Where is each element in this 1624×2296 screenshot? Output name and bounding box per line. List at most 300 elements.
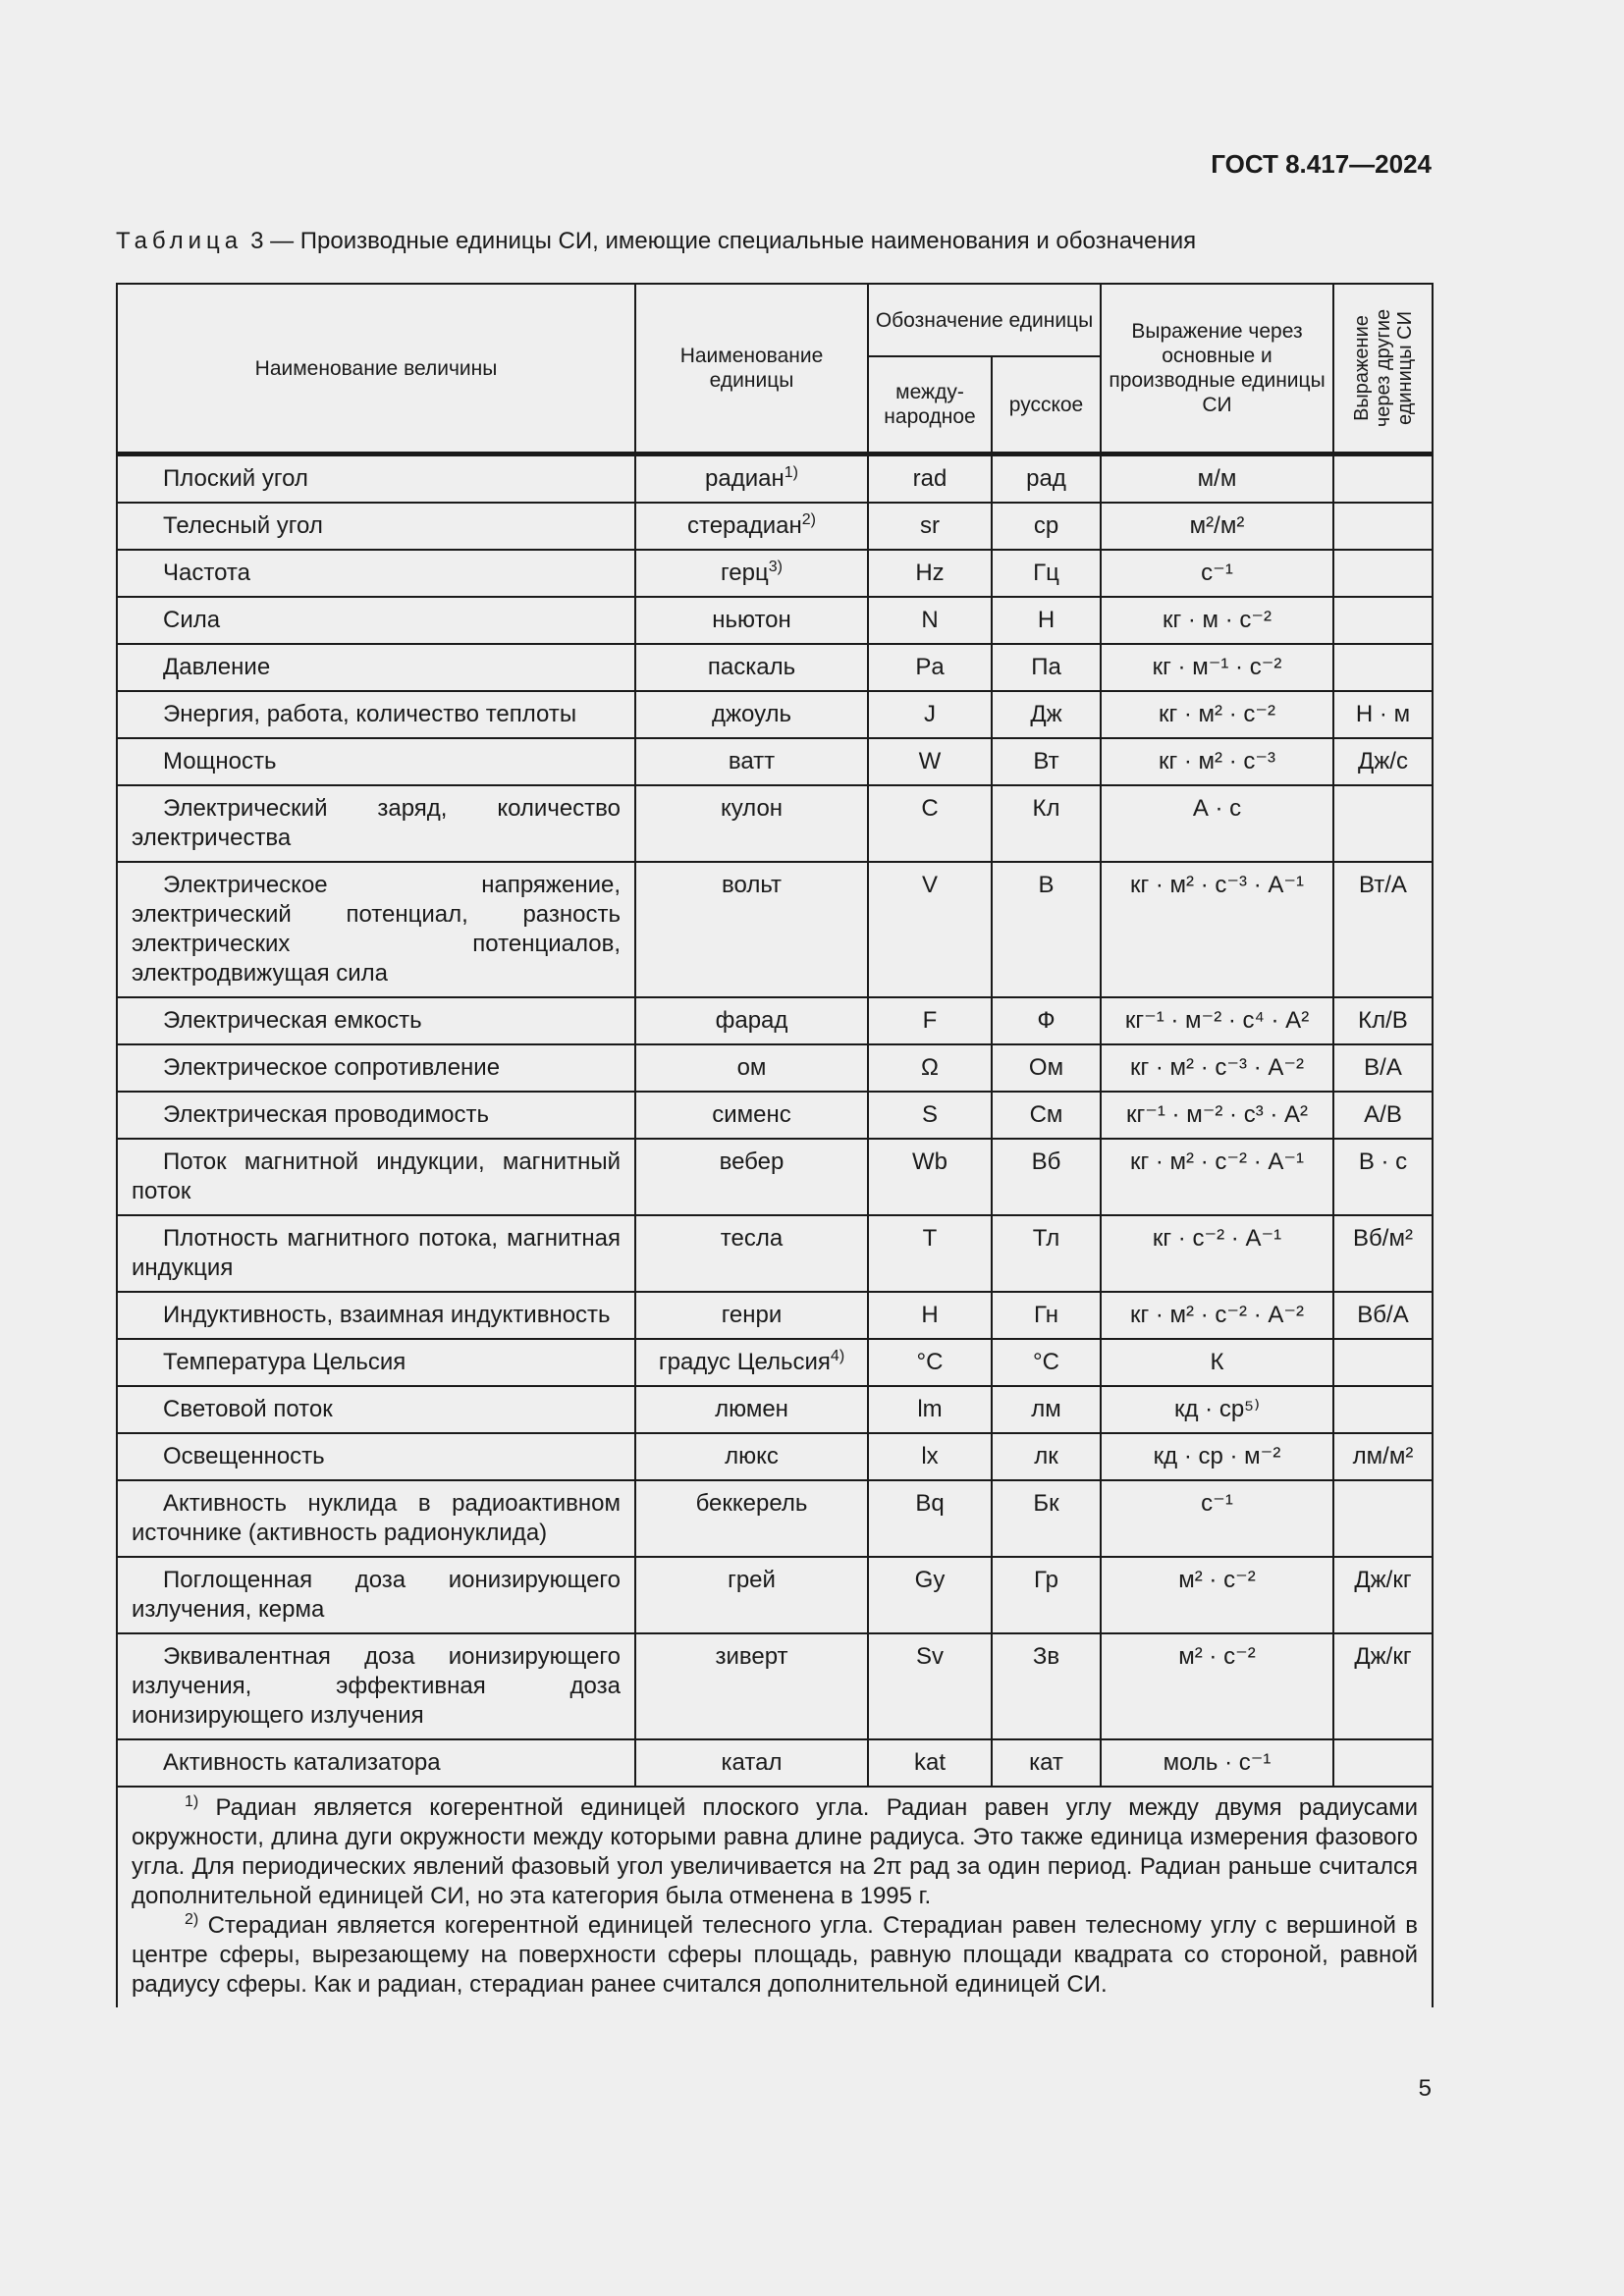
cell-russian-symbol — [992, 1739, 1101, 1787]
cell-russian-symbol — [992, 454, 1101, 504]
cell-russian-symbol — [992, 1386, 1101, 1433]
table-row — [117, 1633, 1433, 1739]
cell-russian-symbol-text: Зв — [1032, 1643, 1060, 1670]
cell-intl-symbol-text: Wb — [912, 1148, 947, 1175]
cell-russian-symbol-text: ср — [1033, 512, 1059, 539]
header-expression-other-text: Выражение через другие единицы СИ — [1350, 308, 1416, 428]
cell-unit-name-text: грей — [728, 1567, 776, 1593]
cell-quantity — [117, 454, 635, 504]
cell-expression-base-text: кг · м² · с⁻² · А⁻¹ — [1129, 1148, 1305, 1175]
table-row — [117, 1044, 1433, 1092]
cell-russian-symbol-text: Гр — [1034, 1567, 1058, 1593]
cell-russian-symbol — [992, 1633, 1101, 1739]
cell-expression-other — [1333, 1215, 1433, 1292]
cell-unit-name — [635, 597, 868, 644]
cell-quantity-text: Индуктивность, взаимная индуктивность — [163, 1302, 611, 1328]
cell-expression-base-text: кг⁻¹ · м⁻² · с⁴ · А² — [1124, 1007, 1310, 1034]
cell-unit-name — [635, 1433, 868, 1480]
cell-quantity — [117, 1339, 635, 1386]
cell-expression-base-text: м²/м² — [1189, 512, 1245, 539]
cell-expression-other-text: лм/м² — [1352, 1443, 1414, 1469]
cell-expression-base — [1101, 1339, 1333, 1386]
cell-intl-symbol — [868, 785, 992, 862]
cell-expression-base — [1101, 550, 1333, 597]
cell-quantity — [117, 1092, 635, 1139]
cell-quantity-text: Плотность магнитного потока, магнитная индукция — [132, 1225, 621, 1281]
cell-quantity-text: Мощность — [163, 748, 277, 774]
cell-expression-other — [1333, 1480, 1433, 1557]
cell-expression-base-text: кг · м² · с⁻³ · А⁻¹ — [1129, 872, 1305, 898]
cell-quantity-text: Активность катализатора — [163, 1749, 441, 1776]
cell-quantity-text: Поглощенная доза ионизирующего излучения, керма — [132, 1567, 621, 1623]
cell-expression-other — [1333, 1092, 1433, 1139]
cell-intl-symbol — [868, 1139, 992, 1215]
cell-expression-other — [1333, 1386, 1433, 1433]
cell-russian-symbol-text: лк — [1034, 1443, 1058, 1469]
cell-expression-base-text: А · с — [1192, 795, 1242, 822]
header-designation: Обозначение единицы — [868, 284, 1101, 356]
note-1 — [132, 1793, 1418, 1911]
cell-quantity — [117, 1633, 635, 1739]
caption-text: 3 — Производные единицы СИ, имеющие специальные наименования и обозначения — [250, 228, 1197, 254]
cell-expression-other — [1333, 1044, 1433, 1092]
cell-expression-base — [1101, 1480, 1333, 1557]
cell-expression-other — [1333, 644, 1433, 691]
cell-expression-base — [1101, 1139, 1333, 1215]
cell-unit-name — [635, 785, 868, 862]
table-row — [117, 1292, 1433, 1339]
cell-expression-base — [1101, 1433, 1333, 1480]
cell-expression-base-text: м² · с⁻² — [1178, 1643, 1256, 1670]
cell-intl-symbol-text: kat — [913, 1749, 946, 1776]
si-derived-units-table — [116, 283, 1434, 2007]
cell-expression-other-text: Дж/кг — [1354, 1643, 1412, 1670]
cell-quantity-text: Частота — [163, 560, 250, 586]
cell-quantity-text: Электрический заряд, количество электричества — [132, 795, 621, 851]
note-1-mark: 1) — [185, 1793, 199, 1810]
cell-russian-symbol-text: Ф — [1037, 1007, 1056, 1034]
cell-intl-symbol — [868, 1480, 992, 1557]
cell-unit-name — [635, 1044, 868, 1092]
cell-russian-symbol — [992, 1139, 1101, 1215]
cell-expression-base — [1101, 1557, 1333, 1633]
cell-unit-name — [635, 644, 868, 691]
cell-russian-symbol — [992, 644, 1101, 691]
cell-expression-base — [1101, 1215, 1333, 1292]
cell-expression-other-text: В · с — [1358, 1148, 1408, 1175]
cell-russian-symbol-text: Н — [1037, 607, 1056, 633]
cell-unit-name-text: вольт — [722, 872, 782, 898]
cell-unit-name — [635, 1557, 868, 1633]
cell-russian-symbol — [992, 1480, 1101, 1557]
cell-quantity-text: Эквивалентная доза ионизирующего излучения, эффективная доза ионизирующего излучения — [132, 1643, 621, 1729]
cell-unit-name — [635, 503, 868, 550]
cell-unit-name — [635, 550, 868, 597]
cell-quantity-text: Активность нуклида в радиоактивном источнике (активность радионуклида) — [132, 1490, 621, 1546]
cell-intl-symbol-text: lx — [921, 1443, 939, 1469]
cell-russian-symbol-text: Па — [1031, 654, 1061, 680]
cell-quantity-text: Электрическая емкость — [163, 1007, 422, 1034]
cell-unit-name — [635, 454, 868, 504]
cell-russian-symbol-text: Кл — [1032, 795, 1060, 822]
cell-quantity — [117, 644, 635, 691]
cell-quantity — [117, 1292, 635, 1339]
cell-quantity — [117, 1480, 635, 1557]
cell-intl-symbol — [868, 1739, 992, 1787]
cell-russian-symbol-text: Гц — [1033, 560, 1059, 586]
cell-russian-symbol — [992, 1044, 1101, 1092]
cell-russian-symbol — [992, 550, 1101, 597]
cell-russian-symbol-text: Тл — [1032, 1225, 1060, 1252]
note-2-text: Стерадиан является когерентной единицей телесного угла. Стерадиан равен телесному углу с вершиной в центре сферы, вырезающему на поверхности сферы площадь, равную площади квадрата со стороной, равной радиусу сферы. Как и радиан, стерадиан ранее считался дополнительной единицей СИ. — [132, 1912, 1418, 1998]
cell-quantity-text: Давление — [163, 654, 271, 680]
cell-unit-name-text: паскаль — [707, 654, 796, 680]
cell-intl-symbol-text: rad — [912, 465, 947, 492]
cell-expression-base — [1101, 1044, 1333, 1092]
cell-expression-base — [1101, 691, 1333, 738]
cell-russian-symbol — [992, 1292, 1101, 1339]
cell-expression-other-text: Кл/В — [1358, 1007, 1408, 1034]
cell-intl-symbol-text: J — [924, 701, 936, 727]
cell-intl-symbol-text: Hz — [915, 560, 945, 586]
cell-expression-other — [1333, 1739, 1433, 1787]
cell-expression-base — [1101, 785, 1333, 862]
table-row — [117, 785, 1433, 862]
cell-unit-name-text: ньютон — [712, 607, 791, 633]
cell-unit-name — [635, 1292, 868, 1339]
cell-expression-base-text: кг · м · с⁻² — [1162, 607, 1272, 633]
cell-russian-symbol-text: В — [1038, 872, 1055, 898]
cell-intl-symbol — [868, 1092, 992, 1139]
cell-unit-name — [635, 862, 868, 997]
cell-russian-symbol — [992, 997, 1101, 1044]
cell-intl-symbol — [868, 997, 992, 1044]
cell-unit-name-text: вебер — [719, 1148, 785, 1175]
cell-intl-symbol — [868, 691, 992, 738]
table-row — [117, 644, 1433, 691]
cell-russian-symbol-text: Гн — [1034, 1302, 1058, 1328]
cell-intl-symbol — [868, 1633, 992, 1739]
cell-intl-symbol — [868, 1339, 992, 1386]
cell-intl-symbol-text: Ω — [921, 1054, 939, 1081]
cell-russian-symbol-text: рад — [1026, 465, 1066, 492]
cell-expression-other — [1333, 503, 1433, 550]
cell-expression-base-text: кд · ср · м⁻² — [1153, 1443, 1281, 1469]
cell-unit-name — [635, 1215, 868, 1292]
cell-expression-other — [1333, 1139, 1433, 1215]
cell-expression-base — [1101, 454, 1333, 504]
cell-russian-symbol-text: Вт — [1033, 748, 1059, 774]
cell-intl-symbol — [868, 738, 992, 785]
cell-quantity-text: Освещенность — [163, 1443, 325, 1469]
cell-quantity — [117, 1557, 635, 1633]
table-row — [117, 1092, 1433, 1139]
cell-expression-other — [1333, 1633, 1433, 1739]
cell-unit-name-text: генри — [721, 1302, 783, 1328]
cell-expression-base — [1101, 1292, 1333, 1339]
cell-expression-base-text: м² · с⁻² — [1178, 1567, 1256, 1593]
table-row — [117, 1215, 1433, 1292]
cell-intl-symbol-text: V — [921, 872, 938, 898]
cell-russian-symbol-text: Вб — [1031, 1148, 1061, 1175]
table-row — [117, 691, 1433, 738]
caption-prefix: Таблица — [116, 228, 244, 254]
cell-russian-symbol — [992, 1557, 1101, 1633]
table-row — [117, 1480, 1433, 1557]
cell-quantity — [117, 1044, 635, 1092]
cell-unit-name-text: люмен — [715, 1396, 788, 1422]
cell-unit-name — [635, 997, 868, 1044]
cell-expression-base — [1101, 862, 1333, 997]
cell-intl-symbol-text: Bq — [915, 1490, 945, 1517]
cell-russian-symbol-text: лм — [1031, 1396, 1061, 1422]
cell-expression-other — [1333, 550, 1433, 597]
cell-expression-other-text: Вб/А — [1357, 1302, 1409, 1328]
cell-expression-base-text: кг · с⁻² · А⁻¹ — [1152, 1225, 1282, 1252]
table-caption — [116, 228, 1196, 255]
cell-intl-symbol-text: °C — [916, 1349, 944, 1375]
cell-expression-base-text: моль · с⁻¹ — [1163, 1749, 1272, 1776]
cell-unit-name-text: джоуль — [711, 701, 792, 727]
cell-intl-symbol-text: sr — [920, 512, 940, 539]
cell-quantity-text: Поток магнитной индукции, магнитный поток — [132, 1148, 621, 1204]
cell-russian-symbol — [992, 1092, 1101, 1139]
cell-quantity-text: Электрическое сопротивление — [163, 1054, 501, 1081]
header-expression-other — [1333, 284, 1433, 454]
notes-row — [117, 1787, 1433, 2007]
cell-russian-symbol — [992, 785, 1101, 862]
note-2-mark: 2) — [185, 1911, 199, 1928]
cell-expression-other — [1333, 738, 1433, 785]
cell-unit-name — [635, 1739, 868, 1787]
cell-unit-name-text: люкс — [725, 1443, 779, 1469]
cell-russian-symbol — [992, 1433, 1101, 1480]
cell-quantity — [117, 550, 635, 597]
cell-expression-other-text: Дж/с — [1358, 748, 1408, 774]
cell-unit-name-text: градус Цельсия — [658, 1349, 831, 1375]
cell-quantity — [117, 1433, 635, 1480]
cell-unit-name — [635, 1386, 868, 1433]
table-row — [117, 1557, 1433, 1633]
cell-expression-other — [1333, 454, 1433, 504]
page-number: 5 — [1418, 2075, 1432, 2102]
cell-quantity — [117, 738, 635, 785]
table-row — [117, 1139, 1433, 1215]
cell-unit-name-text: стерадиан — [686, 512, 802, 539]
cell-expression-other-text: Дж/кг — [1354, 1567, 1412, 1593]
cell-expression-other — [1333, 1292, 1433, 1339]
cell-quantity — [117, 1739, 635, 1787]
cell-quantity — [117, 997, 635, 1044]
cell-intl-symbol — [868, 862, 992, 997]
cell-unit-name-text: тесла — [720, 1225, 784, 1252]
note-2 — [132, 1911, 1418, 2000]
cell-intl-symbol-text: W — [918, 748, 942, 774]
cell-expression-base-text: кг · м² · с⁻³ · А⁻² — [1129, 1054, 1305, 1081]
cell-russian-symbol-text: Бк — [1033, 1490, 1059, 1517]
cell-expression-other — [1333, 862, 1433, 997]
cell-quantity — [117, 862, 635, 997]
cell-intl-symbol-text: T — [922, 1225, 938, 1252]
cell-expression-base — [1101, 1633, 1333, 1739]
table-row — [117, 738, 1433, 785]
table-row — [117, 1339, 1433, 1386]
cell-unit-name-text: зиверт — [715, 1643, 788, 1670]
cell-russian-symbol-text: кат — [1029, 1749, 1063, 1776]
table-notes — [117, 1787, 1433, 2007]
cell-expression-other — [1333, 997, 1433, 1044]
cell-unit-name — [635, 1139, 868, 1215]
cell-intl-symbol — [868, 597, 992, 644]
cell-unit-name — [635, 1480, 868, 1557]
cell-unit-name-text: радиан — [705, 465, 785, 492]
cell-russian-symbol — [992, 1339, 1101, 1386]
table-row — [117, 550, 1433, 597]
cell-intl-symbol — [868, 503, 992, 550]
header-quantity: Наименование величины — [117, 284, 635, 454]
cell-expression-base-text: с⁻¹ — [1201, 560, 1233, 586]
cell-russian-symbol — [992, 1215, 1101, 1292]
cell-unit-name-text: ом — [736, 1054, 767, 1081]
cell-quantity-text: Энергия, работа, количество теплоты — [163, 701, 577, 727]
cell-expression-base — [1101, 644, 1333, 691]
cell-expression-base — [1101, 1739, 1333, 1787]
note-1-text: Радиан является когерентной единицей плоского угла. Радиан равен углу между двумя радиусами окружности, длина дуги окружности между которыми равна длине радиуса. Это также единица измерения фазового угла. Для периодических явлений фазовый угол увеличивается на 2π рад за один период. Радиан раньше считался дополнительной единицей СИ, но эта категория была отменена в 1995 г. — [132, 1794, 1418, 1909]
cell-expression-base-text: с⁻¹ — [1201, 1490, 1233, 1517]
cell-quantity — [117, 597, 635, 644]
cell-expression-other-text: Вб/м² — [1353, 1225, 1413, 1252]
cell-intl-symbol — [868, 1215, 992, 1292]
cell-russian-symbol-text: Дж — [1030, 701, 1062, 727]
cell-quantity-text: Сила — [163, 607, 221, 633]
cell-quantity-text: Температура Цельсия — [163, 1349, 406, 1375]
header-expression-base: Выражение через основные и производные единицы СИ — [1101, 284, 1333, 454]
cell-intl-symbol — [868, 644, 992, 691]
header-unit-name: Наименование единицы — [635, 284, 868, 454]
header-row — [117, 284, 1433, 356]
cell-unit-name-text: ватт — [728, 748, 776, 774]
table-row — [117, 1386, 1433, 1433]
cell-russian-symbol-text: °С — [1033, 1349, 1059, 1375]
cell-intl-symbol-text: Gy — [914, 1567, 946, 1593]
cell-intl-symbol — [868, 1557, 992, 1633]
table-row — [117, 1739, 1433, 1787]
cell-unit-name — [635, 691, 868, 738]
cell-expression-base-text: кг · м² · с⁻² · А⁻² — [1129, 1302, 1305, 1328]
cell-intl-symbol-text: H — [921, 1302, 939, 1328]
cell-unit-name-text: фарад — [715, 1007, 788, 1034]
cell-expression-base — [1101, 738, 1333, 785]
cell-quantity — [117, 1139, 635, 1215]
table-row — [117, 503, 1433, 550]
cell-intl-symbol-text: lm — [917, 1396, 943, 1422]
cell-intl-symbol — [868, 454, 992, 504]
cell-quantity — [117, 503, 635, 550]
cell-expression-base — [1101, 597, 1333, 644]
cell-expression-base — [1101, 997, 1333, 1044]
footnote-mark: 2) — [801, 511, 816, 528]
cell-unit-name — [635, 1339, 868, 1386]
table-row — [117, 597, 1433, 644]
cell-intl-symbol — [868, 1292, 992, 1339]
cell-expression-base-text: кг · м⁻¹ · с⁻² — [1152, 654, 1282, 680]
cell-expression-other — [1333, 597, 1433, 644]
cell-expression-base-text: кг⁻¹ · м⁻² · с³ · А² — [1125, 1101, 1309, 1128]
cell-intl-symbol-text: Pa — [915, 654, 945, 680]
cell-unit-name — [635, 738, 868, 785]
cell-intl-symbol — [868, 1433, 992, 1480]
cell-expression-other — [1333, 785, 1433, 862]
cell-quantity-text: Плоский угол — [163, 465, 308, 492]
header-russian: русское — [992, 356, 1101, 454]
cell-russian-symbol — [992, 862, 1101, 997]
header-intl: между-народное — [868, 356, 992, 454]
cell-unit-name-text: кулон — [720, 795, 784, 822]
footnote-mark: 3) — [768, 559, 783, 575]
cell-russian-symbol-text: См — [1029, 1101, 1063, 1128]
footnote-mark: 1) — [784, 464, 798, 481]
cell-expression-base-text: К — [1210, 1349, 1224, 1375]
table-row — [117, 1433, 1433, 1480]
cell-expression-base-text: м/м — [1197, 465, 1237, 492]
cell-russian-symbol — [992, 597, 1101, 644]
cell-expression-other-text: Вт/А — [1359, 872, 1407, 898]
table-row — [117, 997, 1433, 1044]
cell-expression-other-text: А/В — [1364, 1101, 1402, 1128]
cell-quantity — [117, 785, 635, 862]
cell-intl-symbol-text: Sv — [915, 1643, 944, 1670]
cell-quantity — [117, 691, 635, 738]
cell-intl-symbol-text: F — [922, 1007, 938, 1034]
cell-expression-other — [1333, 1557, 1433, 1633]
cell-quantity — [117, 1215, 635, 1292]
cell-intl-symbol-text: S — [921, 1101, 938, 1128]
cell-quantity-text: Электрическое напряжение, электрический потенциал, разность электрических потенциалов, электродвижущая сила — [132, 872, 621, 987]
cell-russian-symbol-text: Ом — [1028, 1054, 1064, 1081]
cell-russian-symbol — [992, 503, 1101, 550]
table-row — [117, 862, 1433, 997]
cell-russian-symbol — [992, 738, 1101, 785]
cell-expression-other — [1333, 1339, 1433, 1386]
cell-intl-symbol-text: C — [921, 795, 939, 822]
cell-intl-symbol-text: N — [921, 607, 939, 633]
cell-intl-symbol — [868, 550, 992, 597]
cell-expression-other — [1333, 1433, 1433, 1480]
cell-unit-name-text: герц — [721, 560, 769, 586]
cell-expression-other-text: Н · м — [1355, 701, 1411, 727]
cell-expression-base-text: кг · м² · с⁻³ — [1158, 748, 1276, 774]
cell-unit-name — [635, 1092, 868, 1139]
cell-expression-base — [1101, 1386, 1333, 1433]
cell-expression-base-text: кг · м² · с⁻² — [1158, 701, 1276, 727]
cell-quantity — [117, 1386, 635, 1433]
cell-expression-other — [1333, 691, 1433, 738]
table-row — [117, 454, 1433, 504]
cell-expression-base — [1101, 503, 1333, 550]
cell-intl-symbol — [868, 1386, 992, 1433]
cell-russian-symbol — [992, 691, 1101, 738]
cell-unit-name-text: катал — [721, 1749, 783, 1776]
cell-quantity-text: Телесный угол — [163, 512, 323, 539]
cell-expression-base — [1101, 1092, 1333, 1139]
cell-quantity-text: Электрическая проводимость — [163, 1101, 489, 1128]
footnote-mark: 4) — [830, 1348, 845, 1364]
cell-expression-base-text: кд · ср⁵⁾ — [1173, 1396, 1261, 1422]
cell-unit-name-text: сименс — [712, 1101, 791, 1128]
cell-intl-symbol — [868, 1044, 992, 1092]
cell-quantity-text: Световой поток — [163, 1396, 333, 1422]
standard-number: ГОСТ 8.417—2024 — [1211, 149, 1432, 179]
